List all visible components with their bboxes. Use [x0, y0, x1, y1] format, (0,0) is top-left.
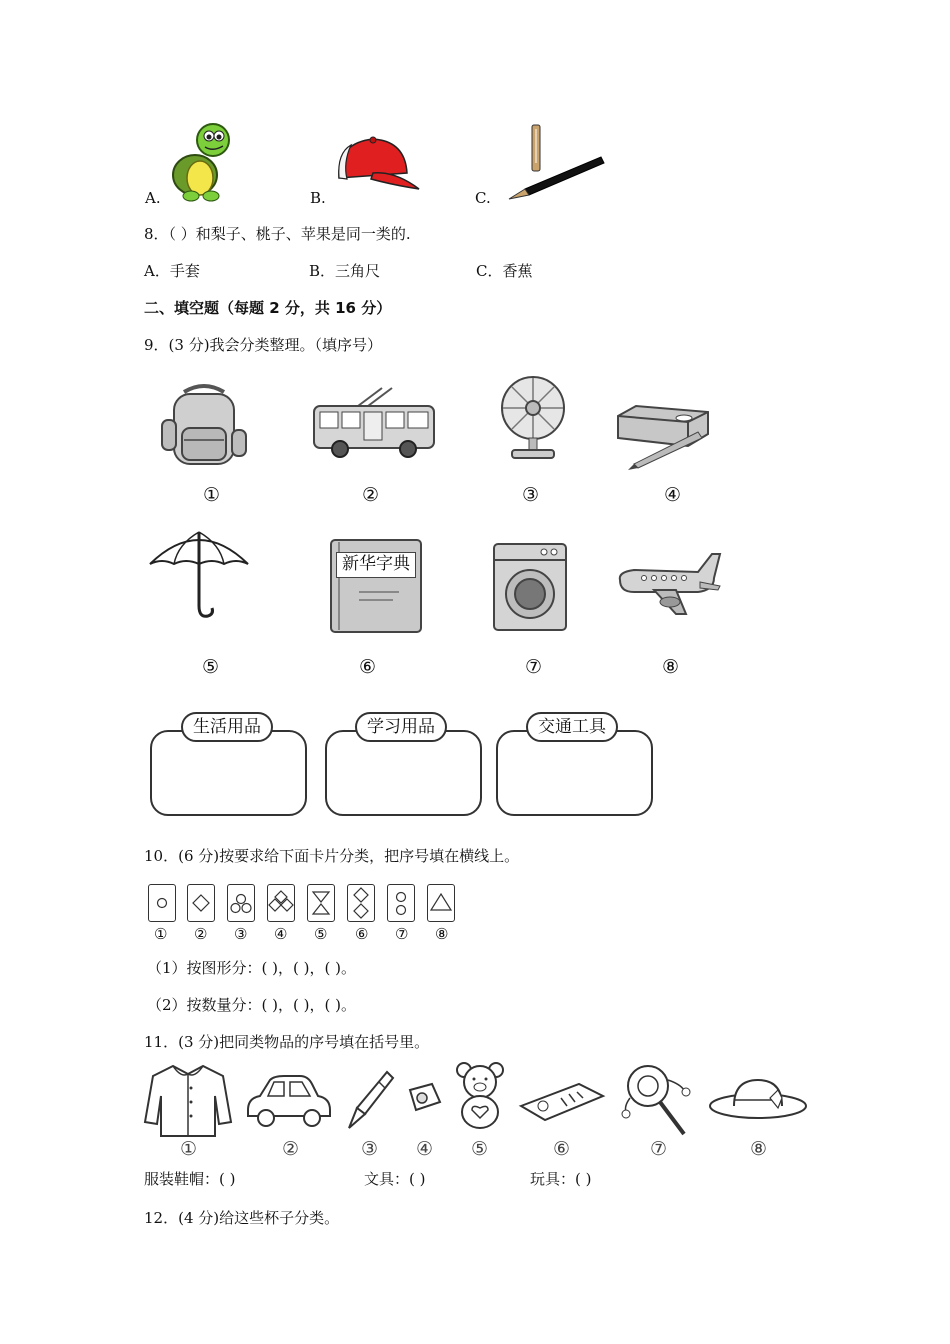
teddy-bear-icon [452, 1060, 508, 1132]
shape-card [347, 884, 375, 922]
pencil-case-icon [614, 404, 712, 470]
shape-card [227, 884, 255, 922]
q8-stem: 8．（ ）和梨子、桃子、苹果是同一类的. [144, 225, 411, 243]
q9-item-num: ③ [522, 484, 540, 506]
q11-item-num: ⑦ [650, 1138, 668, 1160]
cap-icon [333, 133, 423, 193]
card-num: ④ [274, 925, 288, 943]
section-heading: 二、填空题（每题 2 分，共 16 分） [144, 299, 392, 317]
q11-item-num: ④ [416, 1138, 434, 1160]
q7-option-a-letter: A. [145, 189, 161, 207]
umbrella-icon [148, 530, 250, 620]
q9-item-num: ① [203, 484, 221, 506]
q8-option-b: B．三角尺 [309, 262, 381, 280]
category-label: 学习用品 [355, 712, 447, 742]
fan-icon [494, 374, 572, 460]
q11-item-num: ① [180, 1138, 198, 1160]
q9-item-num: ④ [664, 484, 682, 506]
category-box-daily[interactable] [150, 730, 307, 816]
q9-item-num: ⑧ [662, 656, 680, 678]
trolleybus-icon [310, 386, 438, 460]
q7-option-b-letter: B. [310, 189, 326, 207]
q10-stem: 10．(6 分)按要求给下面卡片分类，把序号填在横线上。 [144, 847, 520, 865]
q9-item-num: ⑤ [202, 656, 220, 678]
card-num: ⑤ [314, 925, 328, 943]
game-controller-icon [517, 1080, 607, 1124]
q9-item-num: ⑦ [525, 656, 543, 678]
category-box-study[interactable] [325, 730, 482, 816]
card-num: ② [194, 925, 208, 943]
q12-stem: 12．(4 分)给这些杯子分类。 [144, 1209, 340, 1227]
category-box-transport[interactable] [496, 730, 653, 816]
backpack-icon [160, 384, 248, 468]
category-label: 生活用品 [181, 712, 273, 742]
rattle-drum-icon [618, 1060, 698, 1138]
pencil-sharpener-icon [406, 1080, 442, 1116]
card-num: ① [154, 925, 168, 943]
fountain-pen-icon [343, 1070, 395, 1132]
q10-answer-line-1[interactable]: （1）按图形分：( )，( )，( )。 [147, 959, 356, 977]
q11-item-num: ⑤ [471, 1138, 489, 1160]
card-num: ⑧ [435, 925, 449, 943]
card-num: ⑥ [355, 925, 369, 943]
airplane-icon [614, 550, 722, 618]
q11-answer-toys[interactable]: 玩具：( ) [530, 1170, 592, 1188]
q11-item-num: ③ [361, 1138, 379, 1160]
pen-icon [505, 123, 610, 201]
shape-card [307, 884, 335, 922]
shirt-icon [143, 1062, 233, 1138]
sun-hat-icon [708, 1074, 808, 1122]
washing-machine-icon [492, 542, 568, 632]
q11-item-num: ② [282, 1138, 300, 1160]
shape-card [187, 884, 215, 922]
shape-card [427, 884, 455, 922]
q11-answer-clothing[interactable]: 服装鞋帽：( ) [144, 1170, 236, 1188]
q11-item-num: ⑥ [553, 1138, 571, 1160]
turtle-icon [165, 120, 235, 202]
card-num: ③ [234, 925, 248, 943]
q11-stem: 11．(3 分)把同类物品的序号填在括号里。 [144, 1033, 430, 1051]
shape-card [387, 884, 415, 922]
shape-card [267, 884, 295, 922]
q9-item-num: ⑥ [359, 656, 377, 678]
car-icon [244, 1072, 332, 1128]
q9-stem: 9．(3 分)我会分类整理。（填序号） [144, 336, 383, 354]
category-label: 交通工具 [526, 712, 618, 742]
dictionary-title: 新华字典 [336, 552, 416, 578]
q8-option-a: A．手套 [144, 262, 200, 280]
card-num: ⑦ [395, 925, 409, 943]
q11-item-num: ⑧ [750, 1138, 768, 1160]
q7-option-c-letter: C. [475, 189, 491, 207]
q9-item-num: ② [362, 484, 380, 506]
q10-answer-line-2[interactable]: （2）按数量分：( )，( )，( )。 [147, 996, 356, 1014]
q11-answer-stationery[interactable]: 文具：( ) [364, 1170, 426, 1188]
q8-option-c: C．香蕉 [476, 262, 533, 280]
shape-card [148, 884, 176, 922]
